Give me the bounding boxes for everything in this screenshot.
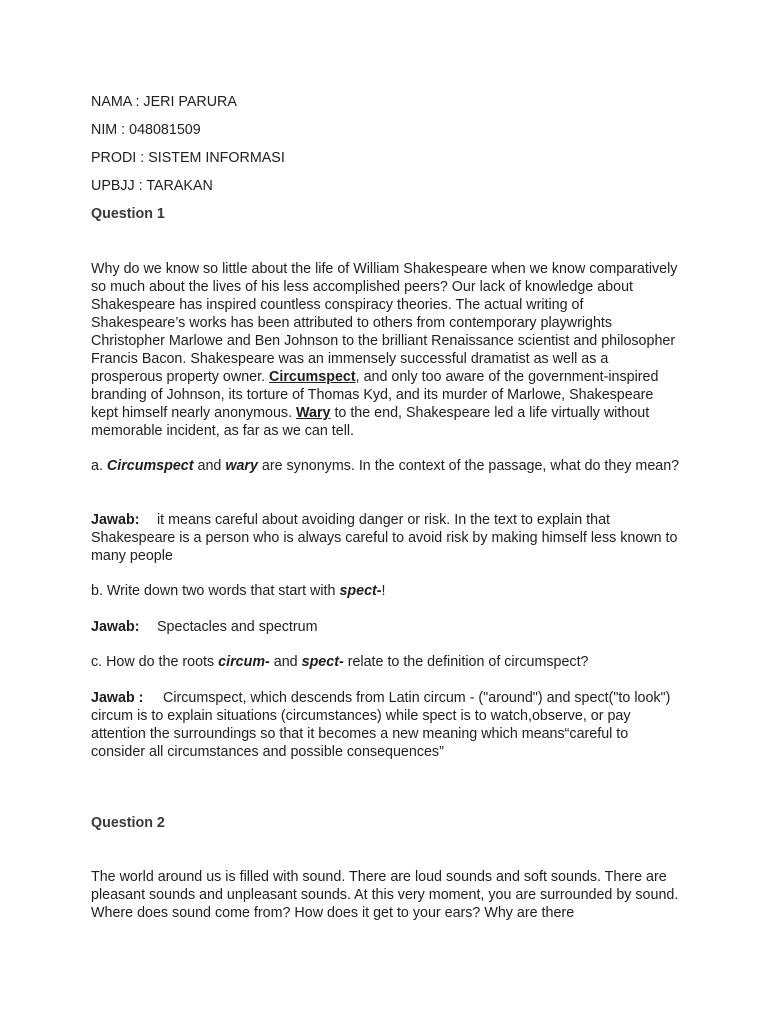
question-text: c. How do the roots bbox=[91, 654, 219, 670]
student-upbjj: UPBJJ : TARAKAN bbox=[91, 178, 213, 194]
term-circumspect: Circumspect bbox=[106, 458, 194, 474]
term-wary: wary bbox=[225, 458, 258, 474]
term-spect: spect- bbox=[301, 654, 344, 670]
answer-1c bbox=[91, 689, 681, 761]
question-text: and bbox=[193, 458, 226, 474]
passage-text: , and only too aware of the government-inspired branding of Johnson, its torture of Thomas Kyd, and its murder of Marlowe, Shakespeare kept himself nearly anonymous. bbox=[91, 369, 659, 421]
passage-text: Why do we know so little about the life of William Shakespeare when we know comparatively so much about the lives of his less accomplished peers? Our lack of knowledge about Shakespeare has inspired countless conspiracy theories. The actual writing of Shakespeare’s works has been attributed to others from contemporary playwrights Christopher Marlowe and Ben Johnson to the brilliant Renaissance scientist and philosopher Francis Bacon. Shakespeare was an immensely successful dramatist as well as a prosperous property owner. bbox=[91, 261, 678, 385]
question-1a bbox=[91, 457, 681, 475]
answer-label: Jawab : bbox=[91, 690, 144, 706]
answer-text: Circumspect, which descends from Latin circum - ("around") and spect("to look") circum is to explain situations (circumstances) while spect is to watch,observe, or pay attention the surroundings so that it becomes a new meaning which means“careful to consider all circumstances and possible consequences” bbox=[91, 690, 671, 760]
question-text: b. Write down two words that start with bbox=[91, 583, 340, 599]
answer-text: Spectacles and spectrum bbox=[157, 619, 318, 635]
keyword-wary: Wary bbox=[296, 405, 331, 421]
student-name: NAMA : JERI PARURA bbox=[91, 94, 237, 110]
passage-text: to the end, Shakespeare led a life virtually without memorable incident, as far as we can tell. bbox=[91, 405, 650, 439]
answer-1b bbox=[91, 618, 681, 636]
answer-label: Jawab: bbox=[91, 512, 140, 528]
keyword-circumspect: Circumspect bbox=[269, 369, 356, 385]
question-2-passage: The world around us is filled with sound. There are loud sounds and soft sounds. There are pleasant sounds and unpleasant sounds. At this very moment, you are surrounded by sound. Where does sound come from? How does it get to your ears? Why are there bbox=[91, 869, 679, 921]
question-1c bbox=[91, 653, 681, 671]
question-1-heading: Question 1 bbox=[91, 206, 165, 222]
question-text: ! bbox=[381, 583, 386, 599]
term-circum: circum- bbox=[218, 654, 270, 670]
question-text: are synonyms. In the context of the passage, what do they mean? bbox=[257, 458, 680, 474]
question-text: and bbox=[269, 654, 302, 670]
question-prefix: a. bbox=[91, 458, 107, 474]
question-text: relate to the definition of circumspect? bbox=[343, 654, 589, 670]
question-1-passage bbox=[91, 260, 681, 440]
answer-label: Jawab: bbox=[91, 619, 140, 635]
question-1b bbox=[91, 582, 681, 600]
student-nim: NIM : 048081509 bbox=[91, 122, 201, 138]
answer-text: it means careful about avoiding danger or risk. In the text to explain that Shakespeare is a person who is always careful to avoid risk by making himself less known to many people bbox=[91, 512, 678, 564]
answer-1a bbox=[91, 511, 681, 565]
term-spect: spect- bbox=[339, 583, 382, 599]
question-2-heading: Question 2 bbox=[91, 815, 165, 831]
student-prodi: PRODI : SISTEM INFORMASI bbox=[91, 150, 285, 166]
